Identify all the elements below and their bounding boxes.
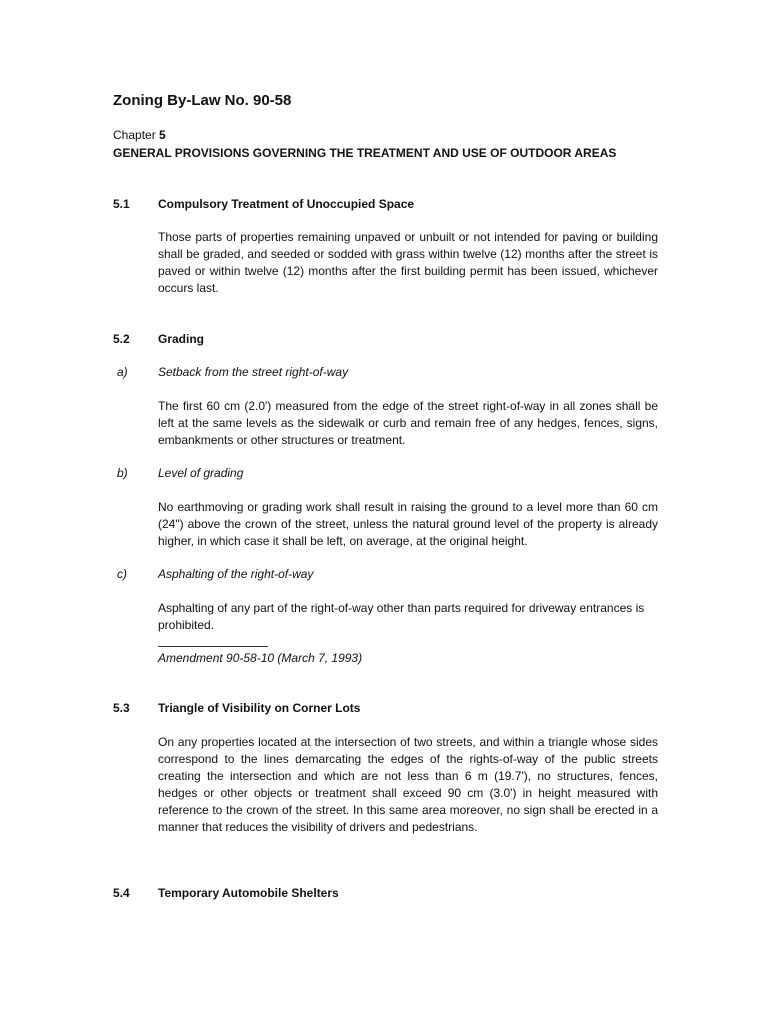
section-heading: Compulsory Treatment of Unoccupied Space (158, 197, 415, 211)
footnote-divider (158, 646, 268, 647)
section-paragraph: On any properties located at the intersection of two streets, and within a triangle whose sides correspond to the lines demarcating the edges of the rights-of-way of the public streets creating the intersection and which are not less than 6 m (19.7'), no structures, fences, hedges or other objects or treatment shall exceed 90 cm (3.0') in height measured with reference to the crown of the street. In this same area moreover, no sign shall be erected in a manner that reduces the visibility of drivers and pedestrians. (158, 735, 658, 834)
chapter-title: GENERAL PROVISIONS GOVERNING THE TREATMENT AND USE OF OUTDOOR AREAS (113, 146, 617, 160)
subsection-letter: a) (117, 365, 128, 379)
section-number: 5.2 (113, 332, 130, 346)
subsection-letter: b) (117, 466, 128, 480)
section-paragraph: Those parts of properties remaining unpaved or unbuilt or not intended for paving or building shall be graded, and seeded or sodded with grass within twelve (12) months after the street is paved or within twelve (12) months after the first building permit has been issued, whichever occurs last. (158, 230, 658, 295)
subsection-title: Level of grading (158, 466, 244, 480)
section-heading: Triangle of Visibility on Corner Lots (158, 701, 361, 715)
section-number: 5.3 (113, 701, 130, 715)
subsection-paragraph: No earthmoving or grading work shall result in raising the ground to a level more than 60 cm (24") above the crown of the street, unless the natural ground level of the property is already higher, in which case it shall be left, on average, at the original height. (158, 500, 658, 548)
document-title: Zoning By-Law No. 90-58 (113, 92, 292, 109)
section-heading: Temporary Automobile Shelters (158, 886, 339, 900)
subsection-paragraph: The first 60 cm (2.0') measured from the edge of the street right-of-way in all zones shall be left at the same levels as the sidewalk or curb and remain free of any hedges, fences, signs, embankments or other structures or treatment. (158, 399, 658, 447)
section-number: 5.1 (113, 197, 130, 211)
chapter-line (113, 127, 166, 144)
amendment-note: Amendment 90-58-10 (March 7, 1993) (158, 651, 363, 665)
subsection-letter: c) (117, 567, 127, 581)
subsection-paragraph: Asphalting of any part of the right-of-way other than parts required for driveway entrances is prohibited. (158, 601, 645, 632)
chapter-label: Chapter (113, 128, 156, 142)
chapter-number: 5 (159, 128, 166, 142)
subsection-title: Setback from the street right-of-way (158, 365, 349, 379)
subsection-title: Asphalting of the right-of-way (158, 567, 314, 581)
section-heading: Grading (158, 332, 205, 346)
section-number: 5.4 (113, 886, 130, 900)
